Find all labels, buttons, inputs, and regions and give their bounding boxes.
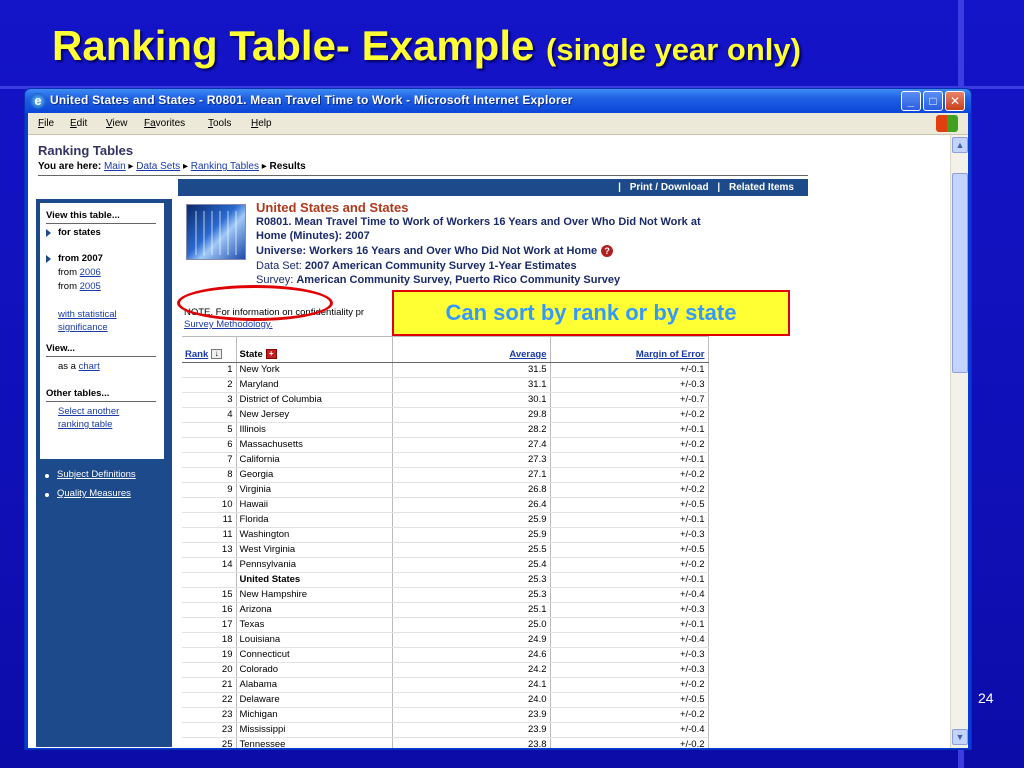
table-name-line2: Home (Minutes): 2007 [256,230,370,242]
state-cell: West Virginia [236,543,392,558]
breadcrumb-arrow-icon: ▸ [261,161,267,172]
margin-of-error-cell: +/-0.4 [550,723,708,738]
margin-of-error-cell: +/-0.1 [550,618,708,633]
table-row [182,453,708,468]
rank-cell: 17 [182,618,236,633]
sidebar-options-panel [40,203,164,459]
rank-sort-link[interactable]: Rank [185,349,209,360]
state-cell: Arizona [236,603,392,618]
average-cell: 27.4 [392,438,550,453]
average-cell: 24.1 [392,678,550,693]
statistical-significance-link-line2[interactable]: significance [58,322,108,333]
year-2006-link[interactable]: 2006 [79,267,101,278]
table-row [182,618,708,633]
browser-window [24,88,972,750]
sidebar-from-2006 [58,267,101,278]
state-cell: Colorado [236,663,392,678]
related-items-link[interactable]: Related Items [728,182,794,193]
margin-of-error-cell: +/-0.4 [550,633,708,648]
geography-title: United States and States [256,200,409,215]
rank-cell: 19 [182,648,236,663]
sort-descending-icon[interactable]: ↓ [211,349,222,359]
rank-cell: 16 [182,603,236,618]
menu-bar [28,113,968,135]
margin-of-error-cell: +/-0.2 [550,738,708,749]
state-cell: Illinois [236,423,392,438]
bullet-icon [45,493,49,497]
survey-label: Survey: [256,274,294,286]
breadcrumb-current: Results [269,161,306,172]
margin-of-error-cell: +/-0.5 [550,498,708,513]
table-row [182,468,708,483]
table-row [182,708,708,723]
average-cell: 23.8 [392,738,550,749]
sidebar-from-prefix: from [58,267,77,278]
state-cell: Michigan [236,708,392,723]
page-content [28,135,950,748]
rank-cell: 9 [182,483,236,498]
print-download-link[interactable]: Print / Download [629,182,709,193]
triangle-right-icon [46,229,51,237]
sidebar-for-states: for states [58,227,101,238]
breadcrumb [38,161,306,172]
margin-of-error-cell: +/-0.3 [550,663,708,678]
state-cell: Texas [236,618,392,633]
confidentiality-note: NOTE. For information on confidentiality pr [184,307,365,318]
table-row [182,678,708,693]
rank-cell: 11 [182,513,236,528]
windows-flag-icon [936,115,958,132]
sidebar-as-chart [58,361,100,372]
sidebar-divider [46,223,156,224]
internet-explorer-icon: e [30,93,46,109]
margin-of-error-cell: +/-0.3 [550,528,708,543]
rank-column-header[interactable] [182,337,236,363]
breadcrumb-data-sets-link[interactable]: Data Sets [136,161,181,172]
state-cell: New York [236,363,392,378]
state-cell: District of Columbia [236,393,392,408]
state-header-label: State [239,349,263,360]
margin-of-error-cell: +/-0.1 [550,423,708,438]
help-icon[interactable]: ? [601,245,613,257]
sidebar-from-prefix: from [58,281,77,292]
state-cell: Connecticut [236,648,392,663]
average-cell: 23.9 [392,708,550,723]
state-cell: California [236,453,392,468]
rank-cell: 10 [182,498,236,513]
highlight-ring [177,285,333,321]
sidebar-other-tables-heading: Other tables... [46,388,110,399]
toolbar-separator: | [618,182,621,193]
margin-of-error-cell: +/-0.5 [550,543,708,558]
table-row [182,573,708,588]
margin-of-error-column-header[interactable] [550,337,708,363]
average-cell: 30.1 [392,393,550,408]
margin-of-error-cell: +/-0.2 [550,438,708,453]
rank-cell: 15 [182,588,236,603]
rank-cell: 13 [182,543,236,558]
sidebar-from-2005 [58,281,101,292]
header-divider [38,175,808,176]
rank-cell: 3 [182,393,236,408]
breadcrumb-ranking-tables-link[interactable]: Ranking Tables [190,161,259,172]
average-cell: 24.2 [392,663,550,678]
breadcrumb-arrow-icon: ▸ [182,161,188,172]
average-cell: 28.2 [392,423,550,438]
state-cell: Delaware [236,693,392,708]
close-button[interactable]: ✕ [945,91,965,111]
average-sort-link[interactable]: Average [509,349,547,360]
rank-cell: 21 [182,678,236,693]
slide-title-sub: (single year only) [546,32,801,67]
window-titlebar[interactable] [25,89,971,113]
average-cell: 27.3 [392,453,550,468]
average-cell: 25.1 [392,603,550,618]
average-cell: 23.9 [392,723,550,738]
scroll-thumb[interactable] [952,173,968,373]
table-thumbnail-image [186,204,246,260]
margin-of-error-cell: +/-0.1 [550,513,708,528]
margin-of-error-cell: +/-0.2 [550,408,708,423]
margin-of-error-cell: +/-0.1 [550,363,708,378]
table-row [182,408,708,423]
table-row [182,738,708,749]
average-cell: 31.5 [392,363,550,378]
table-row [182,648,708,663]
table-row [182,498,708,513]
slide-page-number: 24 [978,690,994,706]
rank-cell: 8 [182,468,236,483]
margin-of-error-cell: +/-0.2 [550,708,708,723]
state-cell: Massachusetts [236,438,392,453]
margin-of-error-cell: +/-0.1 [550,573,708,588]
margin-of-error-cell: +/-0.2 [550,558,708,573]
table-row [182,543,708,558]
state-cell: Georgia [236,468,392,483]
page-toolbar [178,179,808,196]
sidebar-divider [46,401,156,402]
table-row [182,723,708,738]
table-row [182,438,708,453]
sidebar-from-2007: from 2007 [58,253,103,264]
page-title: Ranking Tables [38,143,134,158]
table-row [182,558,708,573]
scroll-down-icon[interactable]: ▼ [952,729,968,745]
triangle-right-icon [46,255,51,263]
subject-definitions-link[interactable]: Subject Definitions [57,469,136,480]
state-cell: United States [236,573,392,588]
slide-title [52,22,1002,70]
dataset-label: Data Set: [256,260,302,272]
table-row [182,663,708,678]
chart-link[interactable]: chart [78,361,100,372]
margin-of-error-cell: +/-0.2 [550,678,708,693]
universe-text [256,245,613,257]
rank-cell: 20 [182,663,236,678]
state-cell: Louisiana [236,633,392,648]
rank-cell: 23 [182,723,236,738]
average-cell: 24.6 [392,648,550,663]
table-row [182,483,708,498]
breadcrumb-arrow-icon: ▸ [128,161,134,172]
rank-cell: 25 [182,738,236,749]
margin-of-error-cell: +/-0.7 [550,393,708,408]
average-cell: 25.9 [392,513,550,528]
state-cell: Virginia [236,483,392,498]
margin-of-error-cell: +/-0.1 [550,453,708,468]
slide-title-main: Ranking Table- Example [52,22,535,69]
state-cell: Tennessee [236,738,392,749]
table-row [182,588,708,603]
margin-of-error-cell: +/-0.2 [550,468,708,483]
average-cell: 24.9 [392,633,550,648]
average-cell: 25.9 [392,528,550,543]
average-cell: 27.1 [392,468,550,483]
survey-line [256,274,620,286]
menu-edit[interactable]: Edit [70,118,88,129]
margin-of-error-cell: +/-0.3 [550,648,708,663]
table-header-row [182,337,708,363]
state-cell: Florida [236,513,392,528]
rank-cell: 5 [182,423,236,438]
margin-sort-link[interactable]: Margin of Error [635,349,705,360]
dataset-line [256,260,577,272]
state-cell: New Jersey [236,408,392,423]
average-cell: 25.3 [392,588,550,603]
state-column-header[interactable] [236,337,392,363]
average-cell: 26.8 [392,483,550,498]
rank-cell: 2 [182,378,236,393]
margin-of-error-cell: +/-0.2 [550,483,708,498]
table-row [182,513,708,528]
table-row [182,693,708,708]
vertical-scrollbar[interactable] [950,135,968,748]
sidebar-view-heading: View... [46,343,76,354]
sidebar-divider [46,356,156,357]
average-cell: 25.5 [392,543,550,558]
state-cell: Washington [236,528,392,543]
average-cell: 31.1 [392,378,550,393]
rank-cell: 6 [182,438,236,453]
ranking-table [182,336,709,748]
rank-cell: 14 [182,558,236,573]
minimize-button[interactable]: _ [901,91,921,111]
rank-cell: 4 [182,408,236,423]
rank-cell: 11 [182,528,236,543]
state-cell: Maryland [236,378,392,393]
breadcrumb-label: You are here: [38,161,102,172]
average-cell: 25.4 [392,558,550,573]
breadcrumb-main-link[interactable]: Main [103,161,126,172]
average-cell: 25.0 [392,618,550,633]
sidebar-as-a: as a [58,361,76,372]
rank-cell: 18 [182,633,236,648]
table-row [182,393,708,408]
maximize-button[interactable]: □ [923,91,943,111]
menu-favorites[interactable]: Favorites [144,118,186,129]
rank-cell: 22 [182,693,236,708]
average-cell: 25.3 [392,573,550,588]
sidebar-view-this-table-heading: View this table... [46,210,120,221]
rank-cell: 23 [182,708,236,723]
table-row [182,528,708,543]
table-row [182,378,708,393]
menu-tools[interactable]: Tools [208,118,232,129]
select-another-table-link-line1[interactable]: Select another [58,406,120,417]
average-column-header[interactable] [392,337,550,363]
state-cell: Mississippi [236,723,392,738]
window-title: United States and States - R0801. Mean Travel Time to Work - Microsoft Internet Explorer [50,93,573,107]
toolbar-separator: | [717,182,721,193]
rank-cell: 1 [182,363,236,378]
sort-state-icon[interactable]: + [266,349,277,359]
sidebar [36,199,172,747]
survey-value: American Community Survey, Puerto Rico Community Survey [296,274,621,286]
state-cell: Pennsylvania [236,558,392,573]
margin-of-error-cell: +/-0.3 [550,378,708,393]
table-name-line1: R0801. Mean Travel Time to Work of Workers 16 Years and Over Who Did Not Work at [256,216,701,228]
select-another-table-link-line2[interactable]: ranking table [58,419,113,430]
rank-cell [182,573,236,588]
menu-file[interactable]: File [38,118,55,129]
dataset-value: 2007 American Community Survey 1-Year Estimates [304,260,577,272]
survey-methodology-link[interactable]: Survey Methodology. [184,319,273,330]
table-row [182,363,708,378]
average-cell: 26.4 [392,498,550,513]
average-cell: 29.8 [392,408,550,423]
menu-view[interactable]: View [106,118,128,129]
rank-cell: 7 [182,453,236,468]
margin-of-error-cell: +/-0.4 [550,588,708,603]
year-2005-link[interactable]: 2005 [79,281,101,292]
state-cell: New Hampshire [236,588,392,603]
margin-of-error-cell: +/-0.3 [550,603,708,618]
table-row [182,603,708,618]
state-cell: Alabama [236,678,392,693]
sort-callout: Can sort by rank or by state [392,290,790,336]
scroll-up-icon[interactable]: ▲ [952,137,968,153]
quality-measures-link[interactable]: Quality Measures [57,488,131,499]
statistical-significance-link-line1[interactable]: with statistical [58,309,117,320]
margin-of-error-cell: +/-0.5 [550,693,708,708]
average-cell: 24.0 [392,693,550,708]
table-row [182,633,708,648]
bullet-icon [45,474,49,478]
menu-help[interactable]: Help [251,118,272,129]
table-body [182,363,708,749]
universe-value: Universe: Workers 16 Years and Over Who Did Not Work at Home [256,245,598,257]
table-row [182,423,708,438]
state-cell: Hawaii [236,498,392,513]
